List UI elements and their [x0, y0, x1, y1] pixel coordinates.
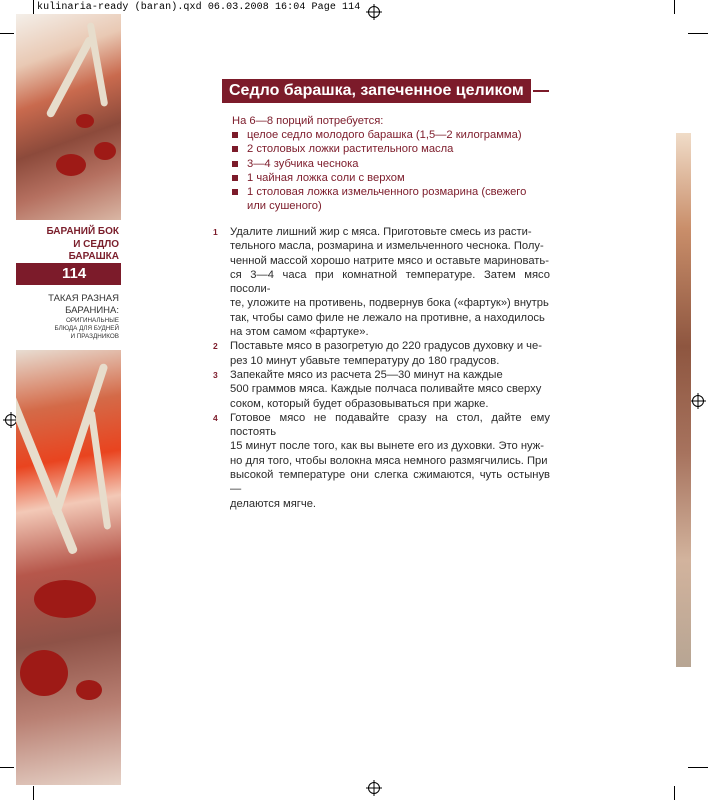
registration-mark-top: [366, 4, 382, 20]
lamb-chops-photo-bottom: [16, 350, 121, 785]
ingredient-item: 3—4 зубчика чеснока: [232, 157, 532, 171]
recipe-title: Седло барашка, запеченное целиком: [222, 79, 531, 103]
bullet-square-icon: [232, 146, 238, 152]
step-text: Удалите лишний жир с мяса. Приготовьте смесь из расти- тельного масла, розмарина и измельченного чеснока. Полу- ченной массой хорошо натрите мясо и оставьте мариновать- ся 3—4 часа при комнатной температуре. Затем мясо посоли- те, уложите на противень, подвернув бока («фартук») внутрь так, чтобы само филе не лежало на противне, а находилось на этом самом «фартуке».: [230, 226, 550, 339]
step-number: 4: [213, 412, 218, 423]
step-item: [213, 368, 550, 411]
step-list: [213, 225, 550, 511]
step-number: 1: [213, 227, 218, 237]
step-number: 3: [213, 369, 218, 380]
crop-mark: [674, 0, 675, 14]
step-item: [213, 339, 550, 368]
ingredient-item: 2 столовых ложки растительного масла: [232, 142, 532, 156]
crop-mark: [688, 33, 708, 34]
crop-mark: [674, 786, 675, 800]
print-slug-line: kulinaria-ready (baran).qxd 06.03.2008 16:04 Page 114: [37, 2, 361, 13]
ingredient-item: целое седло молодого барашка (1,5—2 килограмма): [232, 128, 532, 142]
series-subtitle: ОРИГИНАЛЬНЫЕ БЛЮДА ДЛЯ БУДНЕЙ И ПРАЗДНИКОВ: [54, 317, 119, 340]
page-number: 114: [62, 265, 87, 282]
step-text: Готовое мясо не подавайте сразу на стол, дайте ему постоять 15 минут после того, как вы вынете его из духовки. Это нуж- но для того, чтобы волокна мяса немного размягчились. При высокой температуре они слегка сжимаются, чуть остынув — делаются мягче.: [230, 411, 550, 510]
ingredient-item: 1 столовая ложка измельченного розмарина (свежего или сушеного): [232, 185, 532, 214]
crop-mark: [0, 33, 14, 34]
crop-mark: [688, 767, 708, 768]
bullet-square-icon: [232, 175, 238, 181]
lamb-chops-photo-top: [16, 14, 121, 220]
step-item: [213, 411, 550, 511]
registration-mark-bottom: [366, 780, 382, 796]
crop-mark: [33, 786, 34, 800]
title-rule: [533, 90, 549, 92]
step-text: Поставьте мясо в разогретую до 220 градусов духовку и че- рез 10 минут убавьте температуру до 180 градусов.: [230, 340, 542, 367]
step-item: [213, 225, 550, 339]
bullet-square-icon: [232, 189, 238, 195]
series-title: ТАКАЯ РАЗНАЯ БАРАНИНА:: [48, 293, 119, 316]
ingredient-item: 1 чайная ложка соли с верхом: [232, 171, 532, 185]
step-text: Запекайте мясо из расчета 25—30 минут на каждые 500 граммов мяса. Каждые полчаса поливайте мясо сверху соком, который будет образовываться при жарке.: [230, 368, 542, 410]
right-edge-photo: [676, 133, 691, 667]
ingredient-list: [232, 128, 532, 214]
step-number: 2: [213, 341, 218, 352]
crop-mark: [0, 767, 14, 768]
bullet-square-icon: [232, 161, 238, 167]
section-heading: БАРАНИЙ БОК И СЕДЛО БАРАШКА: [46, 226, 119, 262]
crop-mark: [33, 0, 34, 14]
bullet-square-icon: [232, 132, 238, 138]
registration-mark-right: [690, 393, 706, 409]
servings-line: На 6—8 порций потребуется:: [232, 115, 384, 127]
